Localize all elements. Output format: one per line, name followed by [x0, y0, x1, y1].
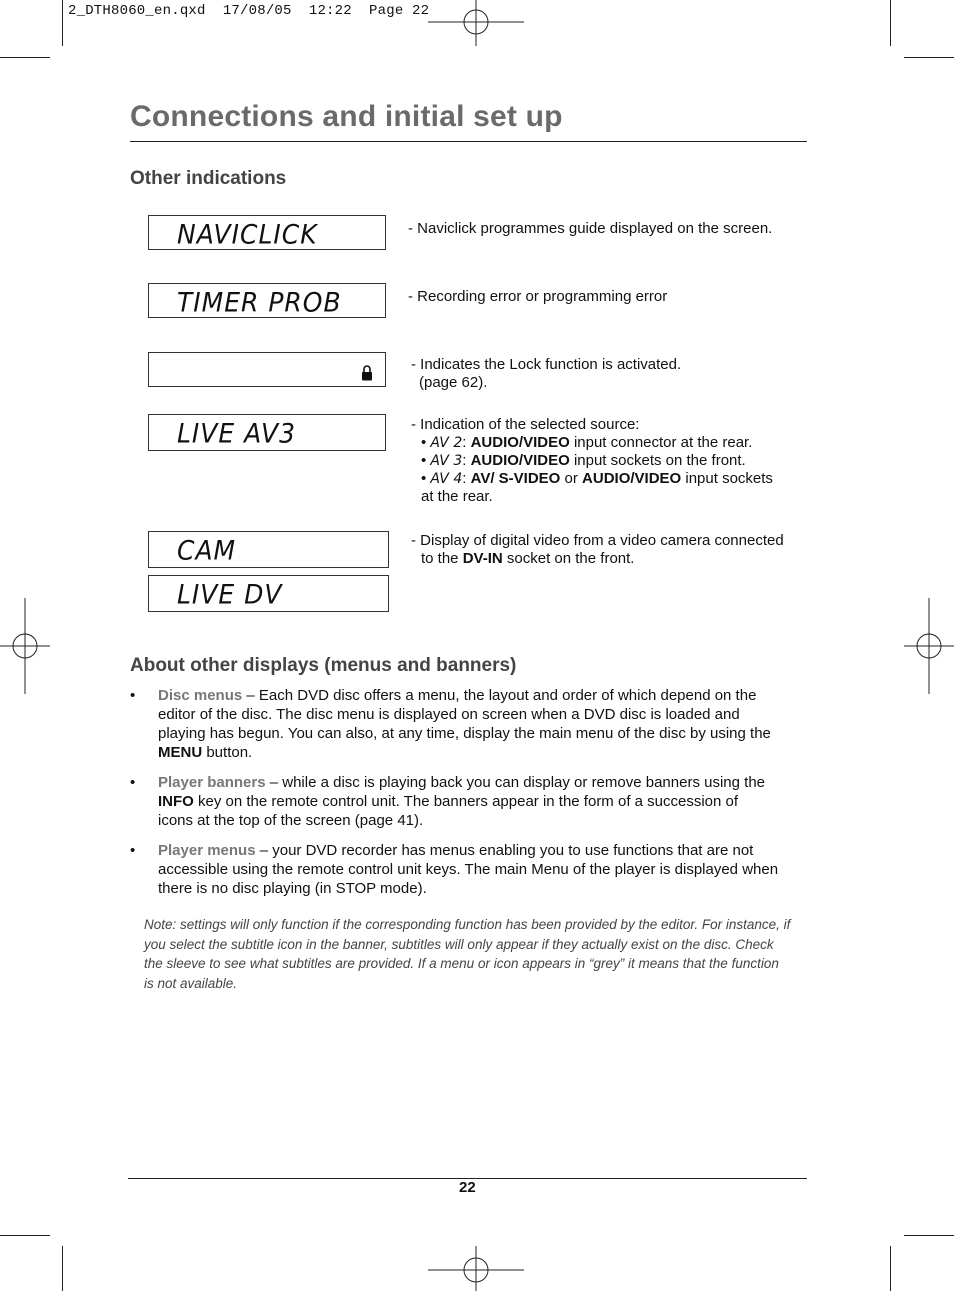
list-item — [130, 773, 800, 830]
crop-mark — [904, 1235, 954, 1236]
description-line: - Indicates the Lock function is activated. — [411, 356, 682, 373]
source-item: • AV 2: AUDIO/VIDEO input connector at the rear. — [421, 434, 753, 451]
crop-mark — [0, 57, 50, 58]
lcd-display-live-dv — [148, 575, 389, 612]
item-text: – Each DVD disc offers a menu, the layout and order of which depend on the — [242, 687, 757, 704]
print-slug: 2_DTH8060_en.qxd 17/08/05 12:22 Page 22 — [68, 3, 430, 19]
description-line: - Display of digital video from a video camera connected — [411, 532, 784, 549]
socket-name: DV-IN — [462, 550, 503, 567]
bullet-list — [130, 686, 800, 909]
bullet: • — [130, 842, 136, 859]
description-lock — [411, 356, 681, 392]
item-text: accessible using the remote control unit keys. The main Menu of the player is displayed when — [158, 861, 779, 878]
lcd-text: NAVICLICK — [177, 219, 318, 250]
crop-mark — [890, 1246, 891, 1291]
source-sep: : — [462, 470, 467, 487]
item-text: – your DVD recorder has menus enabling you to use functions that are not — [255, 842, 754, 859]
key-name: MENU — [158, 744, 203, 761]
note-line: Note: settings will only function if the corresponding function has been provided by the editor. For instance, if — [144, 917, 791, 932]
note-line: the sleeve to see what subtitles are provided. If a menu or icon appears in “grey” it means that the function — [144, 956, 779, 971]
crop-mark — [62, 1246, 63, 1291]
description-line: - Recording error or programming error — [408, 288, 668, 305]
key-name: INFO — [158, 793, 194, 810]
item-term: Player menus — [158, 842, 256, 859]
source-connector: AUDIO/VIDEO — [582, 470, 682, 487]
crop-mark — [904, 57, 954, 58]
section-heading-other-indications: Other indications — [130, 168, 287, 189]
note-line: is not available. — [144, 975, 238, 991]
source-item: • AV 3: AUDIO/VIDEO input sockets on the front. — [421, 452, 746, 469]
list-item — [130, 841, 800, 898]
source-text: input sockets on the front. — [569, 452, 746, 469]
lcd-text: TIMER PROB — [177, 287, 342, 318]
item-term: Player banners — [158, 774, 266, 791]
description-timer-prob — [408, 288, 667, 306]
description-line: - Indication of the selected source: — [411, 416, 640, 433]
source-sep: : — [462, 452, 467, 469]
description-line — [411, 550, 811, 568]
crop-mark — [0, 1235, 50, 1236]
lcd-display-lock — [148, 352, 386, 387]
text: socket on the front. — [502, 550, 635, 567]
registration-mark-right — [904, 598, 954, 694]
source-connector: AUDIO/VIDEO — [470, 452, 570, 469]
page-title: Connections and initial set up — [130, 100, 563, 133]
item-term: Disc menus — [158, 687, 243, 704]
item-text: playing has begun. You can also, at any time, display the main menu of the disc by using the — [158, 725, 771, 742]
note — [144, 915, 794, 993]
source-text: input connector at the rear. — [569, 434, 753, 451]
description-source — [411, 416, 801, 506]
source-connector: AV/ — [470, 470, 499, 487]
item-text: icons at the top of the screen (page 41). — [158, 812, 424, 829]
page-number: 22 — [459, 1179, 476, 1196]
lock-icon — [149, 353, 387, 388]
source-connector: S-VIDEO — [498, 470, 561, 487]
description-line: - Naviclick programmes guide displayed on the screen. — [408, 220, 773, 237]
source-text: or — [560, 470, 583, 487]
bullet: • — [130, 687, 136, 704]
source-code: AV 3 — [430, 453, 463, 469]
source-code: AV 2 — [430, 435, 463, 451]
item-text: editor of the disc. The disc menu is displayed on screen when a DVD disc is loaded and — [158, 706, 740, 723]
description-dv — [411, 532, 811, 568]
registration-mark-left — [0, 598, 50, 694]
item-text: key on the remote control unit. The banners appear in the form of a succession of — [193, 793, 739, 810]
bullet: • — [130, 774, 136, 791]
lcd-text: CAM — [177, 535, 237, 566]
lcd-display-cam — [148, 531, 389, 568]
source-text: input sockets — [681, 470, 773, 487]
crop-mark — [890, 0, 891, 46]
registration-mark-bottom — [428, 1246, 524, 1291]
note-line: you select the subtitle icon in the banner, subtitles will only appear if they actually exist on the disc. Check — [144, 936, 774, 952]
lcd-display-naviclick — [148, 215, 386, 250]
section-heading-about: About other displays (menus and banners) — [130, 655, 517, 676]
description-line: at the rear. — [421, 488, 493, 505]
text: to the — [421, 550, 463, 567]
lcd-text: LIVE DV — [177, 579, 283, 610]
list-item — [130, 686, 800, 762]
lcd-display-live-av3 — [148, 414, 386, 451]
item-text: button. — [202, 744, 253, 761]
lcd-text: LIVE AV3 — [177, 418, 297, 449]
description-line: (page 62). — [419, 374, 488, 391]
description-naviclick — [408, 220, 772, 238]
registration-mark-top — [428, 0, 524, 46]
source-item: • AV 4: AV/ S-VIDEO or AUDIO/VIDEO input sockets — [421, 470, 773, 487]
lcd-display-timer-prob — [148, 283, 386, 318]
title-rule — [130, 141, 807, 142]
source-sep: : — [462, 434, 467, 451]
item-text: there is no disc playing (in STOP mode). — [158, 880, 427, 897]
source-code: AV 4 — [430, 471, 463, 487]
source-connector: AUDIO/VIDEO — [470, 434, 570, 451]
item-text: – while a disc is playing back you can display or remove banners using the — [265, 774, 766, 791]
crop-mark — [62, 0, 63, 46]
